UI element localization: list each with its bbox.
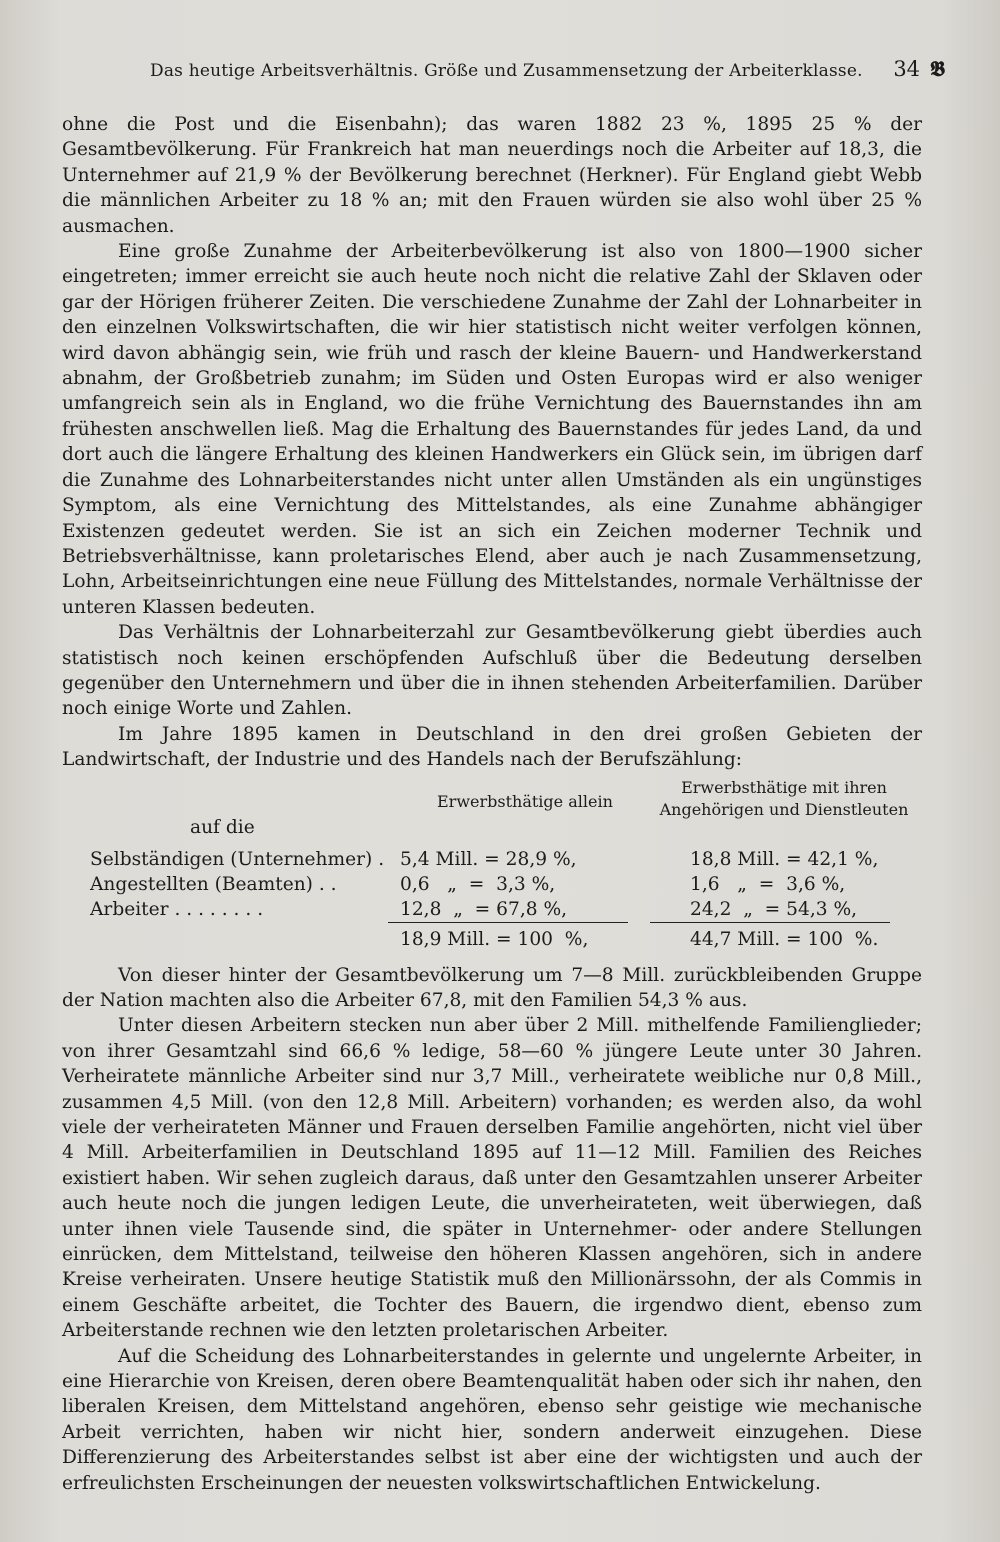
table-head-col2-line1: Erwerbsthätige mit ihren <box>681 777 887 797</box>
paragraph: Unter diesen Arbeitern stecken nun aber über 2 Mill. mithelfende Familienglieder; von ihrer Gesamtzahl sind 66,6 % ledige, 58—60 % jüngere Leute unter 30 Jahren. Verheiratete männliche Arbeiter sind nur 3,7 Mill., verheiratete weibliche nur 0,8 Mill., zusammen 4,5 Mill. (von den 12,8 Mill. Arbeitern) vorhanden; es werden also, da wohl viele der verheirateten Männer und Frauen derselben Familie angehörten, nicht viel über 4 Mill. Arbeiterfamilien in Deutschland 1895 auf 11—12 Mill. Familien des Reiches existiert haben. Wir sehen zugleich daraus, daß unter den Gesamtzahlen unserer Arbeiter auch heute noch die jungen ledigen Leute, die unverheirateten, weit überwiegen, daß unter ihnen viele Tausende sind, die später in Unternehmer- oder andere Stellungen einrücken, dem Mittelstand, teilweise den höheren Klassen angehören, sich in andere Kreise verheiraten. Unsere heutige Statistik muß den Millionärssohn, der als Commis in einem Geschäfte arbeitet, die Tochter des Bauern, die irgendwo dient, ebenso zum Arbeiterstande rechnen wie den letzten proletarischen Arbeiter. <box>62 1015 922 1342</box>
table-head-row-label: auf die <box>190 816 255 838</box>
table-row <box>90 897 920 922</box>
sum-rule-col1 <box>388 922 628 923</box>
paragraph: Das Verhältnis der Lohnarbeiterzahl zur Gesamtbevölkerung giebt überdies auch statistisch noch keinen erschöpfenden Aufschluß über die Bedeutung derselben gegenüber den Unternehmern und über die in ihnen stehenden Arbeiterfamilien. Darüber noch einige Worte und Zahlen. <box>62 622 922 720</box>
row-col2: 18,8 Mill. = 42,1 %, <box>690 848 879 870</box>
table-row <box>90 872 920 897</box>
total-col1: 18,9 Mill. = 100 %, <box>400 928 589 950</box>
row-col2: 24,2 „ = 54,3 %, <box>690 898 858 920</box>
row-col2: 1,6 „ = 3,6 %, <box>690 873 846 895</box>
table-head-col2-line2: Angehörigen und Dienstleuten <box>659 799 909 819</box>
table-row <box>90 847 920 872</box>
sum-rule-col2 <box>650 922 890 923</box>
running-title: Das heutige Arbeitsverhältnis. Größe und Zusammensetzung der Arbeiterklasse. <box>150 61 863 81</box>
paragraph: Eine große Zunahme der Arbeiterbevölkerung ist also von 1800—1900 sicher eingetreten; immer erreicht sie auch heute noch nicht die relative Zahl der Sklaven oder gar der Hörigen früherer Zeiten. Die verschiedene Zunahme der Zahl der Lohnarbeiter in den einzelnen Volkswirtschaften, die wir hier statistisch nicht weiter verfolgen können, wird davon abhängig sein, wie früh und rasch der kleine Bauern- und Handwerkerstand abnahm, der Großbetrieb zunahm; im Süden und Osten Europas wird er also weniger umfangreich sein als in England, wo die frühe Vernichtung des Bauernstandes ihn am frühesten anschwellen ließ. Mag die Erhaltung des Bauernstandes für jedes Land, da und dort auch die längere Erhaltung des kleinen Handwerkers ein Glück sein, im übrigen darf die Zunahme des Lohnarbeiterstandes nicht unter allen Umständen als ein ungünstiges Symptom, als eine Vernichtung des Mittelstandes, als eine Zunahme abhängiger Existenzen gedeutet werden. Sie ist an sich ein Zeichen moderner Technik und Betriebsverhältnisse, kann proletarisches Elend, aber auch je nach Zusammensetzung, Lohn, Arbeitseinrichtungen eine neue Füllung des Mittelstandes, normale Verhältnisse der unteren Klassen bedeuten. <box>62 241 922 618</box>
row-col1: 5,4 Mill. = 28,9 %, <box>400 848 577 870</box>
paragraph: Auf die Scheidung des Lohnarbeiterstandes in gelernte und ungelernte Arbeiter, in eine Hierarchie von Kreisen, deren obere Beamtenqualität haben oder sich ihr nahen, den liberalen Kreisen, dem Mittelstand angehören, ebenso sehr geistige wie mechanische Arbeit verrichten, haben wir nicht hier, sondern anderweit einzugehen. Diese Differenzierung des Arbeiterstandes selbst ist aber eine der wichtigsten und auch der erfreulichsten Erscheinungen der neuesten volkswirtschaftlichen Entwickelung. <box>62 1345 922 1494</box>
statistics-table <box>62 777 922 955</box>
table-head-col2 <box>654 777 914 821</box>
paragraph: ohne die Post und die Eisenbahn); das waren 1882 23 %, 1895 25 % der Gesamtbevölkerung. Für Frankreich hat man neuerdings noch die Arbeiter auf 18,3, die Unternehmer auf 21,9 % der Bevölkerung berechnet (Herkner). Für England giebt Webb die männlichen Arbeiter zu 18 % an; mit den Frauen würden sie also wohl über 25 % ausmachen. <box>62 114 922 237</box>
total-col2: 44,7 Mill. = 100 %. <box>690 928 879 950</box>
page-number: 34 <box>893 57 921 81</box>
page-body <box>62 112 922 1496</box>
table-total-row <box>90 927 920 952</box>
row-label: Arbeiter . . . . . . . . <box>90 898 264 920</box>
row-label: Selbständigen (Unternehmer) . <box>90 848 385 870</box>
row-col1: 0,6 „ = 3,3 %, <box>400 873 556 895</box>
signature-mark: 𝕭 <box>930 56 945 81</box>
running-header <box>150 56 945 90</box>
table-head-col1: Erwerbsthätige allein <box>437 791 613 811</box>
paragraph: Im Jahre 1895 kamen in Deutschland in den drei großen Gebieten der Landwirtschaft, der Industrie und des Handels nach der Berufszählung: <box>62 723 922 771</box>
row-label: Angestellten (Beamten) . . <box>90 873 337 895</box>
paragraph: Von dieser hinter der Gesamtbevölkerung um 7—8 Mill. zurückbleibenden Gruppe der Nation machten also die Arbeiter 67,8, mit den Familien 54,3 % aus. <box>62 964 922 1011</box>
row-col1: 12,8 „ = 67,8 %, <box>400 898 568 920</box>
